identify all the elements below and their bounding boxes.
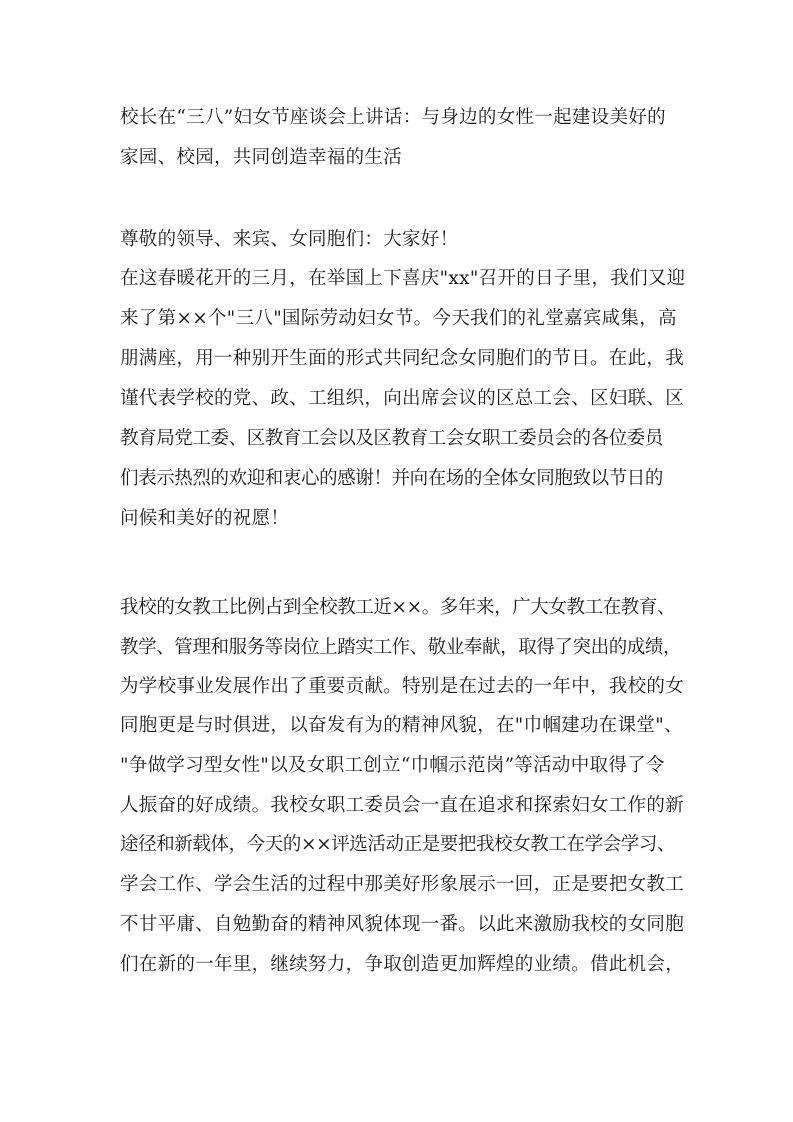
paragraph2-line: 教学、管理和服务等岗位上踏实工作、敬业奉献，取得了突出的成绩， [120,637,682,658]
paragraph2-line: 我校的女教工比例占到全校教工近××。多年来，广大女教工在教育、 [120,597,676,618]
paragraph2-line: 同胞更是与时俱进，以奋发有为的精神风貌，在"巾帼建功在课堂"、 [120,715,683,736]
greeting: 尊敬的领导、来宾、女同胞们：大家好！ [120,229,459,250]
title-line-1: 校长在“三八”妇女节座谈会上讲话：与身边的女性一起建设美好的 [120,107,666,128]
paragraph2-line: 人振奋的好成绩。我校女职工委员会一直在追求和探索妇女工作的新 [120,795,685,816]
paragraph1-line: 来了第××个"三八"国际劳动妇女节。今天我们的礼堂嘉宾咸集，高 [120,308,677,329]
paragraph1-line: 问候和美好的祝愿！ [120,508,290,529]
paragraph1-line: 在这春暖花开的三月，在举国上下喜庆"xx"召开的日子里，我们又迎 [120,268,686,289]
paragraph2-line: 不甘平庸、自勉勤奋的精神风貌体现一番。以此来激励我校的女同胞 [120,914,685,935]
paragraph1-line: 教育局党工委、区教育工会以及区教育工会女职工委员会的各位委员 [120,428,664,449]
paragraph2-line: 途径和新载体，今天的××评选活动正是要把我校女教工在学会学习、 [120,834,676,855]
title-line-2: 家园、校园，共同创造幸福的生活 [120,147,403,168]
paragraph2-line: "争做学习型女性"以及女职工创立“巾帼示范岗”等活动中取得了令 [120,755,665,776]
paragraph1-line: 谨代表学校的党、政、工组织，向出席会议的区总工会、区妇联、区 [120,388,685,409]
paragraph2-line: 为学校事业发展作出了重要贡献。特别是在过去的一年中，我校的女 [120,676,685,697]
paragraph2-line: 学会工作、学会生活的过程中那美好形象展示一回，正是要把女教工 [120,874,685,895]
paragraph1-line: 朋满座，用一种别开生面的形式共同纪念女同胞们的节日。在此，我 [120,348,685,369]
paragraph2-line: 们在新的一年里，继续努力，争取创造更加辉煌的业绩。借此机会， [120,954,685,975]
paragraph1-line: 们表示热烈的欢迎和衷心的感谢！并向在场的全体女同胞致以节日的 [120,468,664,489]
